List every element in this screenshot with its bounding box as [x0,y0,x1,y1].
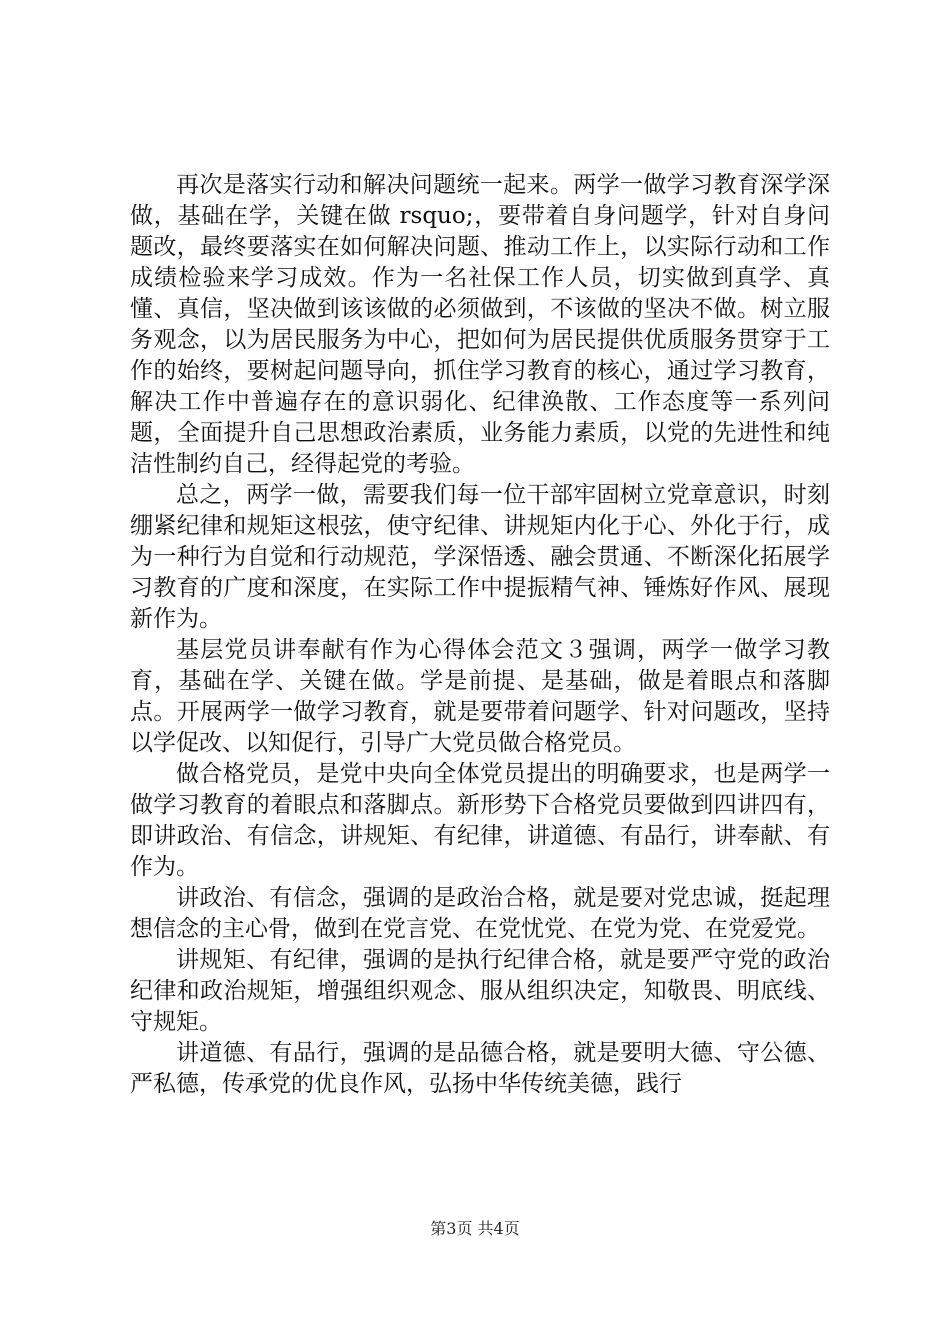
paragraph-4: 做合格党员，是党中央向全体党员提出的明确要求，也是两学一做学习教育的着眼点和落脚点。新形势下合格党员要做到四讲四有，即讲政治、有信念，讲规矩、有纪律，讲道德、有品行，讲奉献、有作为。 [130,761,830,880]
paragraph-2: 总之，两学一做，需要我们每一位干部牢固树立党章意识，时刻绷紧纪律和规矩这根弦，使守纪律、讲规矩内化于心、外化于行，成为一种行为自觉和行动规范，学深悟透、融会贯通、不断深化拓展学习教育的广度和深度，在实际工作中提振精气神、锤炼好作风、展现新作为。 [130,482,830,632]
paragraph-7: 讲道德、有品行，强调的是品德合格，就是要明大德、守公德、严私德，传承党的优良作风，弘扬中华传统美德，践行 [130,1040,830,1097]
document-body [130,170,830,1100]
page-number-footer: 第3页 共4页 [430,1219,520,1238]
paragraph-5: 讲政治、有信念，强调的是政治合格，就是要对党忠诚，挺起理想信念的主心骨，做到在党言党、在党忧党、在党为党、在党爱党。 [130,885,830,942]
paragraph-3: 基层党员讲奉献有作为心得体会范文３强调，两学一做学习教育，基础在学、关键在做。学是前提、是基础，做是着眼点和落脚点。开展两学一做学习教育，就是要带着问题学、针对问题改，坚持以学促改、以知促行，引导广大党员做合格党员。 [130,637,830,756]
paragraph-1: 再次是落实行动和解决问题统一起来。两学一做学习教育深学深做，基础在学，关键在做 rsquo;，要带着自身问题学，针对自身问题改，最终要落实在如何解决问题、推动工作上，以实际行动和工作成绩检验来学习成效。作为一名社保工作人员，切实做到真学、真懂、真信，坚决做到该该做的必须做到，不该做的坚决不做。树立服务观念，以为居民服务为中心，把如何为居民提供优质服务贯穿于工作的始终，要树起问题导向，抓住学习教育的核心，通过学习教育，解决工作中普遍存在的意识弱化、纪律涣散、工作态度等一系列问题，全面提升自己思想政治素质，业务能力素质，以党的先进性和纯洁性制约自己，经得起党的考验。 [130,172,830,477]
paragraph-6: 讲规矩、有纪律，强调的是执行纪律合格，就是要严守党的政治纪律和政治规矩，增强组织观念、服从组织决定，知敬畏、明底线、守规矩。 [130,947,830,1035]
